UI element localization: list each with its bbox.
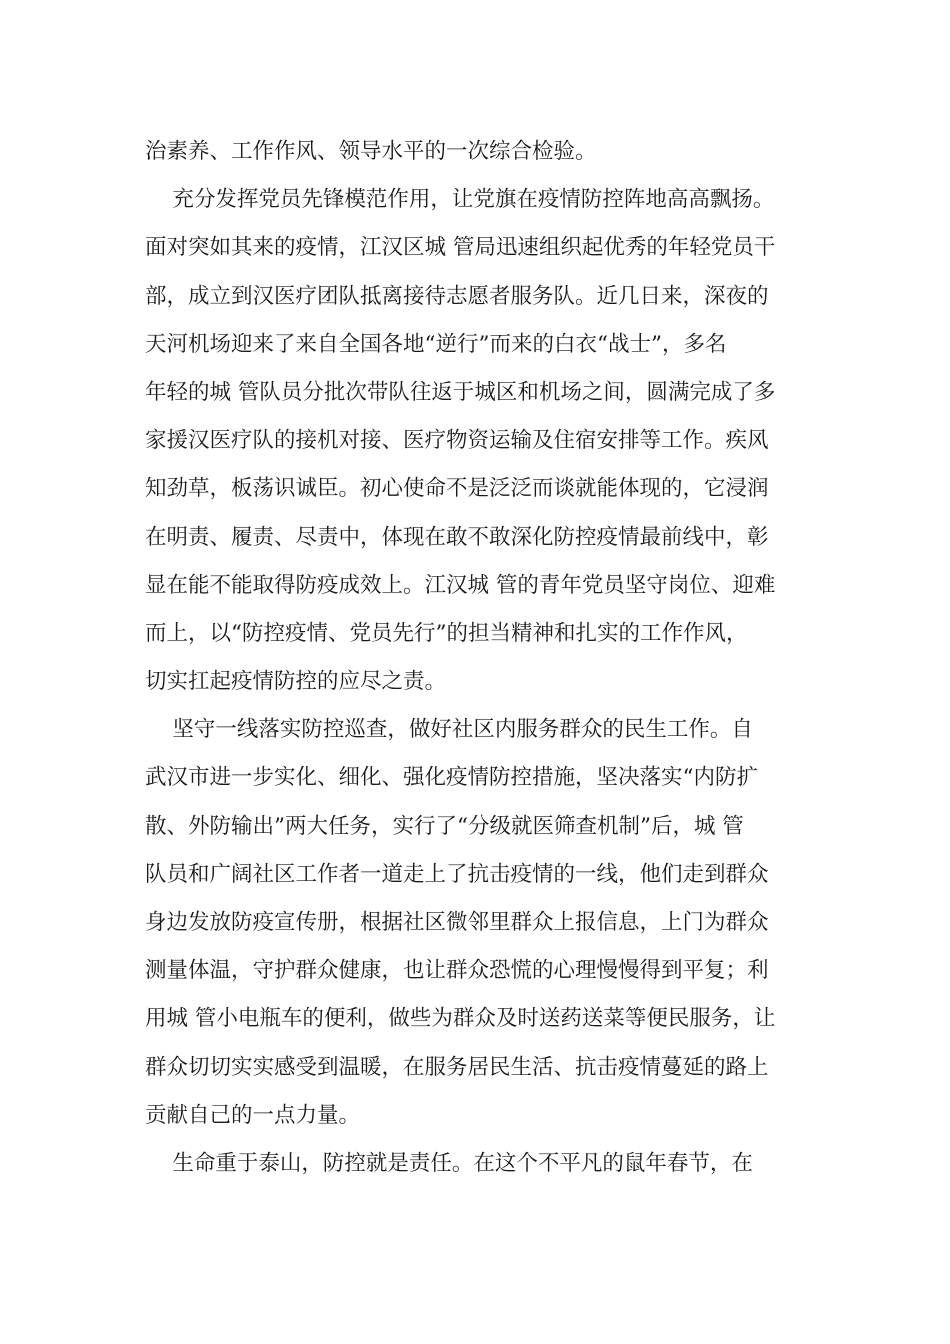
text-line: 显在能不能取得防疫成效上。江汉城 管的青年党员坚守岗位、迎难 xyxy=(145,572,776,598)
text-line: 充分发挥党员先锋模范作用，让党旗在疫情防控阵地高高飘扬。 xyxy=(145,187,775,213)
text-line: 年轻的城 管队员分批次带队往返于城区和机场之间，圆满完成了多 xyxy=(145,379,776,405)
text-line: 在明责、履责、尽责中，体现在敢不敢深化防控疫情最前线中，彰 xyxy=(145,524,769,550)
text-line: 散、外防输出”两大任务，实行了“分级就医筛查机制”后，城 管 xyxy=(145,813,744,839)
text-line: 生命重于泰山，防控就是责任。在这个不平凡的鼠年春节，在 xyxy=(145,1150,753,1176)
text-line: 武汉市进一步实化、细化、强化疫情防控措施，坚决落实“内防扩 xyxy=(145,765,758,791)
text-line: 面对突如其来的疫情，江汉区城 管局迅速组织起优秀的年轻党员干 xyxy=(145,235,776,261)
text-line: 群众切切实实感受到温暖，在服务居民生活、抗击疫情蔓延的路上 xyxy=(145,1054,769,1080)
text-line: 坚守一线落实防控巡查，做好社区内服务群众的民生工作。自 xyxy=(145,717,753,743)
text-line: 队员和广阔社区工作者一道走上了抗击疫情的一线，他们走到群众 xyxy=(145,861,769,887)
text-line: 天河机场迎来了来自全国各地“逆行”而来的白衣“战士”，多名 xyxy=(145,331,727,357)
text-line: 用城 管小电瓶车的便利，做些为群众及时送药送菜等便民服务，让 xyxy=(145,1006,776,1032)
text-line: 贡献自己的一点力量。 xyxy=(145,1102,361,1128)
text-line: 家援汉医疗队的接机对接、医疗物资运输及住宿安排等工作。疾风 xyxy=(145,428,769,454)
text-line: 知劲草，板荡识诚臣。初心使命不是泛泛而谈就能体现的，它浸润 xyxy=(145,476,769,502)
text-line: 部，成立到汉医疗团队抵离接待志愿者服务队。近几日来，深夜的 xyxy=(145,283,769,309)
text-line: 测量体温，守护群众健康，也让群众恐慌的心理慢慢得到平复；利 xyxy=(145,958,769,984)
document-body-text xyxy=(145,128,825,1188)
text-line: 治素养、工作作风、领导水平的一次综合检验。 xyxy=(145,139,597,164)
text-line: 而上，以“防控疫情、党员先行”的担当精神和扎实的工作作风， xyxy=(145,620,748,646)
text-line: 身边发放防疫宣传册，根据社区微邻里群众上报信息，上门为群众 xyxy=(145,910,769,935)
text-line: 切实扛起疫情防控的应尽之责。 xyxy=(145,669,447,695)
